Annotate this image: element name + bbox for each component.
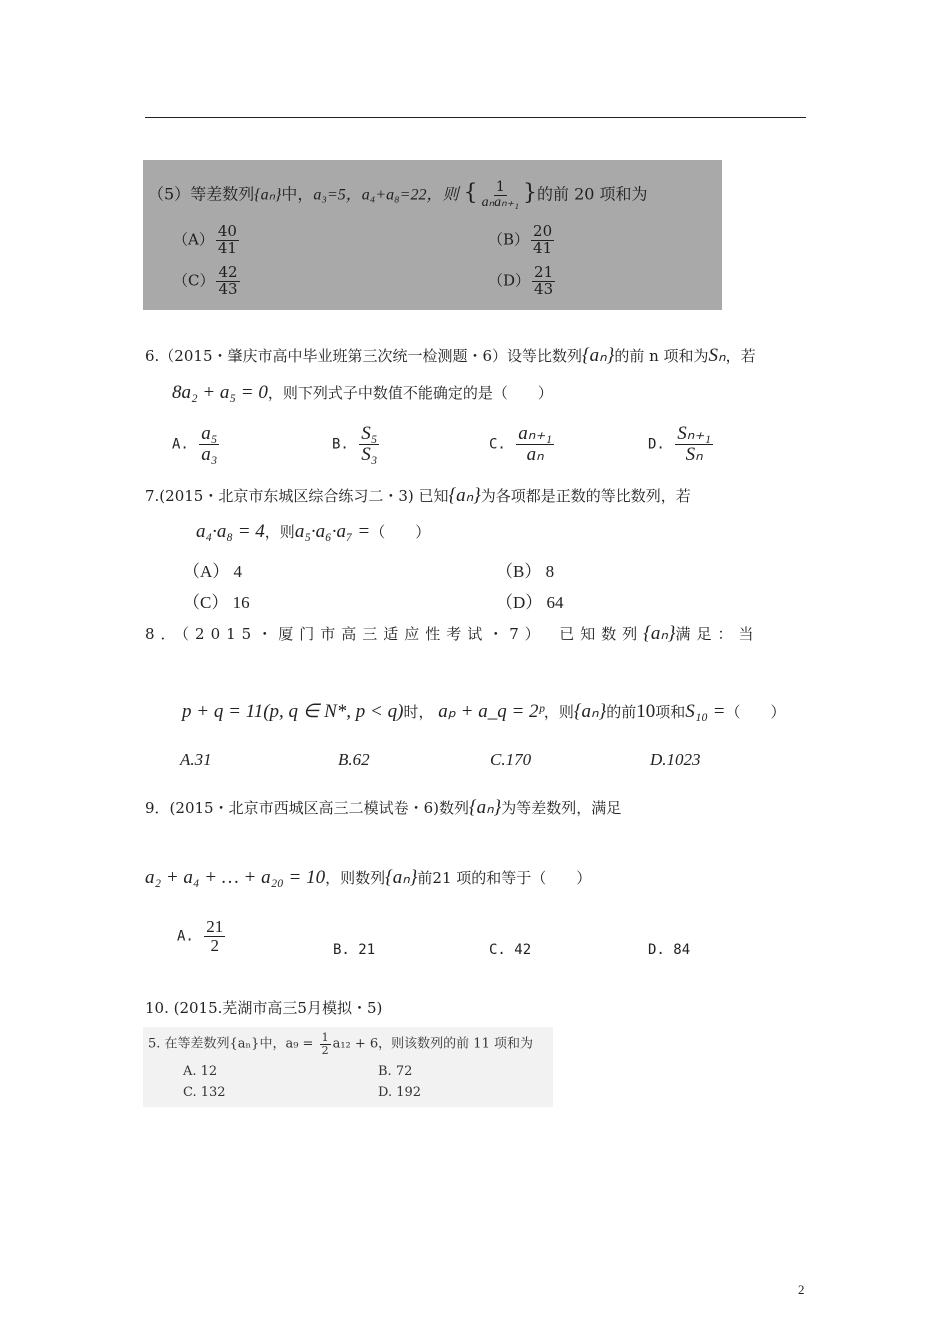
q9-option-d: D. 84 — [648, 942, 691, 958]
q6-option-d: D. $\frac{\text{Sₙ₊₁}}{\text{Sₙ}}$ — [648, 423, 712, 465]
q6-option-c: C. $\frac{\text{aₙ₊₁}}{\text{aₙ}}$ — [489, 423, 553, 465]
q5-scan-image — [143, 160, 722, 310]
q7-option-b: （B） 8 — [496, 562, 555, 581]
q9-stem: 9．(2015・北京市西城区高三二模试卷・6)数列{aₙ}为等差数列，满足 — [145, 797, 622, 818]
q7-option-c: （C） 16 — [183, 593, 250, 612]
q5-option-b: （B） $\frac{20}{41}$ — [488, 222, 553, 257]
q6-option-b: B. $\frac{\text{S₅}}{\text{S₃}}$ — [332, 423, 378, 465]
q6-stem: 6.（2015・肇庆市高中毕业班第三次统一检测题・6）设等比数列{aₙ}的前 n 项和为Sₙ，若 — [145, 345, 756, 366]
q6-option-a: A. $\frac{\text{a₅}}{\text{a₃}}$ — [172, 423, 218, 465]
q9-condition: a₂ + a₄ + … + a₂₀ = 10，则数列{aₙ}前21 项的和等于（ ） — [145, 867, 592, 888]
q7-option-a: （A） 4 — [183, 562, 243, 581]
q5-stem: （5）等差数列{aₙ}中，a₃=5，a₄+a₈=22，则 { $\frac{1}{\text{aₙaₙ₊₁}}$ }的前 20 项和为 — [148, 179, 648, 210]
q10-option-c: C. 132 — [183, 1085, 226, 1100]
header-rule — [145, 117, 806, 118]
q7-condition: a₄·a₈ = 4，则a₅·a₆·a₇ =（ ） — [196, 521, 431, 542]
q9-option-a: A. $\frac{21}{2}$ — [177, 917, 224, 955]
q5-option-d: （D） $\frac{21}{43}$ — [488, 263, 554, 298]
q10-heading: 10. (2015.芜湖市高三5月模拟・5) — [145, 999, 383, 1017]
q8-option-a: A.31 — [180, 750, 212, 769]
q7-option-d: （D） 64 — [496, 593, 564, 612]
q10-scan-image — [143, 1027, 553, 1107]
q8-option-d: D.1023 — [650, 750, 701, 769]
q5-option-c: （C） $\frac{42}{43}$ — [173, 263, 238, 298]
q8-condition: p + q = 11(p, q ∈ N*, p < q)时， aₚ + a_q = 2ᵖ，则{aₙ}的前10项和S₁₀ =（ ） — [182, 701, 786, 722]
page-number: 2 — [798, 1282, 805, 1297]
q10-option-a: A. 12 — [183, 1064, 218, 1079]
q7-stem: 7.(2015・北京市东城区综合练习二・3) 已知{aₙ}为各项都是正数的等比数列，若 — [145, 485, 691, 506]
q5-option-a: （A） $\frac{40}{41}$ — [173, 222, 237, 257]
q8-option-b: B.62 — [338, 750, 370, 769]
q9-option-c: C. 42 — [489, 942, 532, 958]
q10-option-d: D. 192 — [378, 1085, 422, 1100]
q8-stem: 8．（2015・厦门市高三适应性考试・7） 已知数列{aₙ}满足：当 — [145, 623, 760, 644]
q8-option-c: C.170 — [490, 750, 532, 769]
q10-option-b: B. 72 — [378, 1064, 413, 1079]
q9-option-b: B. 21 — [333, 942, 376, 958]
q6-condition: 8a₂ + a₅ = 0，则下列式子中数值不能确定的是（ ） — [172, 382, 553, 403]
q10-stem: 5. 在等差数列{aₙ}中，a₉ = $\frac{1}{2}$ a₁₂ + 6，则该数列的前 11 项和为 — [148, 1031, 533, 1057]
